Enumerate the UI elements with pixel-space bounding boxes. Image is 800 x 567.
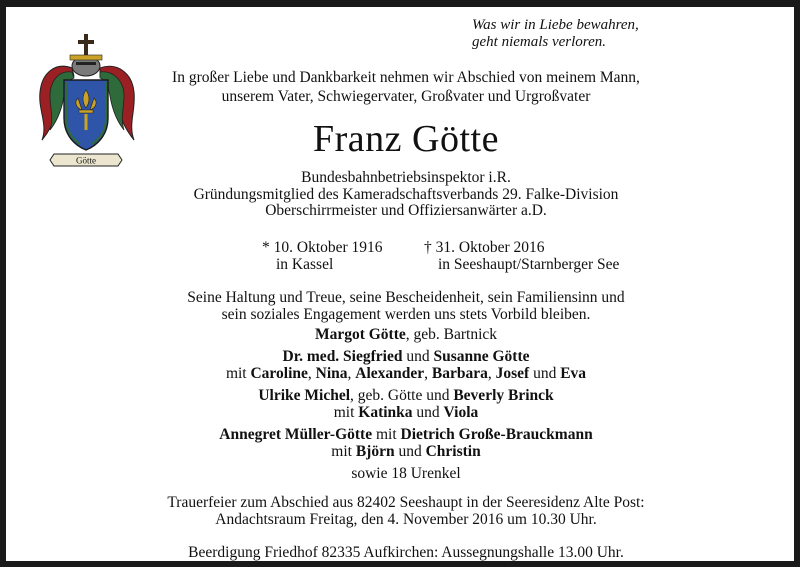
funeral-service-info — [126, 494, 686, 528]
child-name: Josef — [495, 365, 530, 382]
connector-text: mit — [372, 425, 401, 443]
family-group-1 — [126, 326, 686, 344]
birth-info — [262, 239, 383, 273]
connector-text: und — [394, 443, 426, 460]
connector-text: mit — [225, 365, 251, 382]
family-group-3 — [126, 387, 686, 422]
connector-text: , geb. Götte und — [350, 386, 454, 404]
family-list — [126, 326, 686, 482]
crest-banner-text: Götte — [76, 155, 96, 166]
connector-text: mit — [333, 404, 359, 421]
service-line-1: Trauerfeier zum Abschied aus 82402 Seeshaupt in der Seeresidenz Alte Post: — [167, 494, 645, 511]
connector-text: und — [402, 347, 434, 365]
mourner-name: Beverly Brinck — [453, 386, 554, 404]
connector-text: und — [412, 404, 444, 421]
mourner-name: Annegret Müller-Götte — [219, 425, 373, 443]
child-name: Christin — [425, 443, 481, 460]
child-name: Barbara — [431, 365, 488, 382]
mourner-name: Dr. med. Siegfried — [282, 347, 403, 365]
connector-text: und — [529, 365, 561, 382]
mourner-note: , geb. Bartnick — [405, 326, 498, 343]
intro-line-1: In großer Liebe und Dankbarkeit nehmen wir Abschied von meinem Mann, — [172, 69, 640, 86]
connector-text: , — [487, 365, 496, 382]
tribute-line-1: Seine Haltung und Treue, seine Bescheidenheit, sein Familiensinn und — [187, 289, 625, 306]
death-place: in Seeshaupt/Starnberger See — [438, 256, 620, 273]
connector-text: , — [347, 365, 356, 382]
title-line: Gründungsmitglied des Kameradschaftsverbands 29. Falke-Division — [193, 185, 619, 203]
family-group-4 — [126, 426, 686, 461]
tribute-line-2: sein soziales Engagement werden uns stets Vorbild bleiben. — [221, 306, 591, 323]
death-date: † 31. Oktober 2016 — [424, 239, 545, 256]
child-name: Nina — [315, 365, 348, 382]
birth-date: * 10. Oktober 1916 — [262, 239, 383, 256]
intro-line-2: unserem Vater, Schwiegervater, Großvater und Urgroßvater — [221, 88, 591, 105]
child-name: Alexander — [355, 365, 425, 382]
family-group-2 — [126, 348, 686, 383]
mourner-name: Ulrike Michel — [258, 386, 351, 404]
burial-info: Beerdigung Friedhof 82335 Aufkirchen: Aussegnungshalle 13.00 Uhr. — [188, 544, 624, 561]
tribute-text — [126, 289, 686, 323]
title-line: Oberschirrmeister und Offiziersanwärter a.D. — [265, 202, 547, 219]
birth-place: in Kassel — [276, 256, 334, 273]
great-grandchildren: sowie 18 Urenkel — [351, 464, 461, 482]
death-info — [424, 239, 619, 273]
child-name: Caroline — [250, 365, 308, 382]
child-name: Viola — [443, 404, 479, 421]
intro-text — [126, 68, 686, 106]
child-name: Björn — [355, 443, 395, 460]
connector-text: mit — [331, 443, 356, 460]
mourner-name: Susanne Götte — [433, 347, 530, 365]
mourner-name: Dietrich Große-Brauckmann — [400, 425, 593, 443]
mourner-name: Margot Götte — [314, 326, 406, 343]
connector-text: , — [307, 365, 316, 382]
child-name: Eva — [560, 365, 587, 382]
titles-block — [126, 170, 686, 220]
service-line-2: Andachtsraum Freitag, den 4. November 2016 um 10.30 Uhr. — [215, 511, 597, 528]
motto-line-2: geht niemals verloren. — [472, 34, 606, 50]
title-line: Bundesbahnbetriebsinspektor i.R. — [301, 169, 511, 186]
deceased-name: Franz Götte — [313, 118, 499, 160]
child-name: Katinka — [358, 404, 413, 421]
motto-line-1: Was wir in Liebe bewahren, — [472, 17, 639, 33]
connector-text: , — [424, 365, 432, 382]
motto — [472, 17, 639, 51]
